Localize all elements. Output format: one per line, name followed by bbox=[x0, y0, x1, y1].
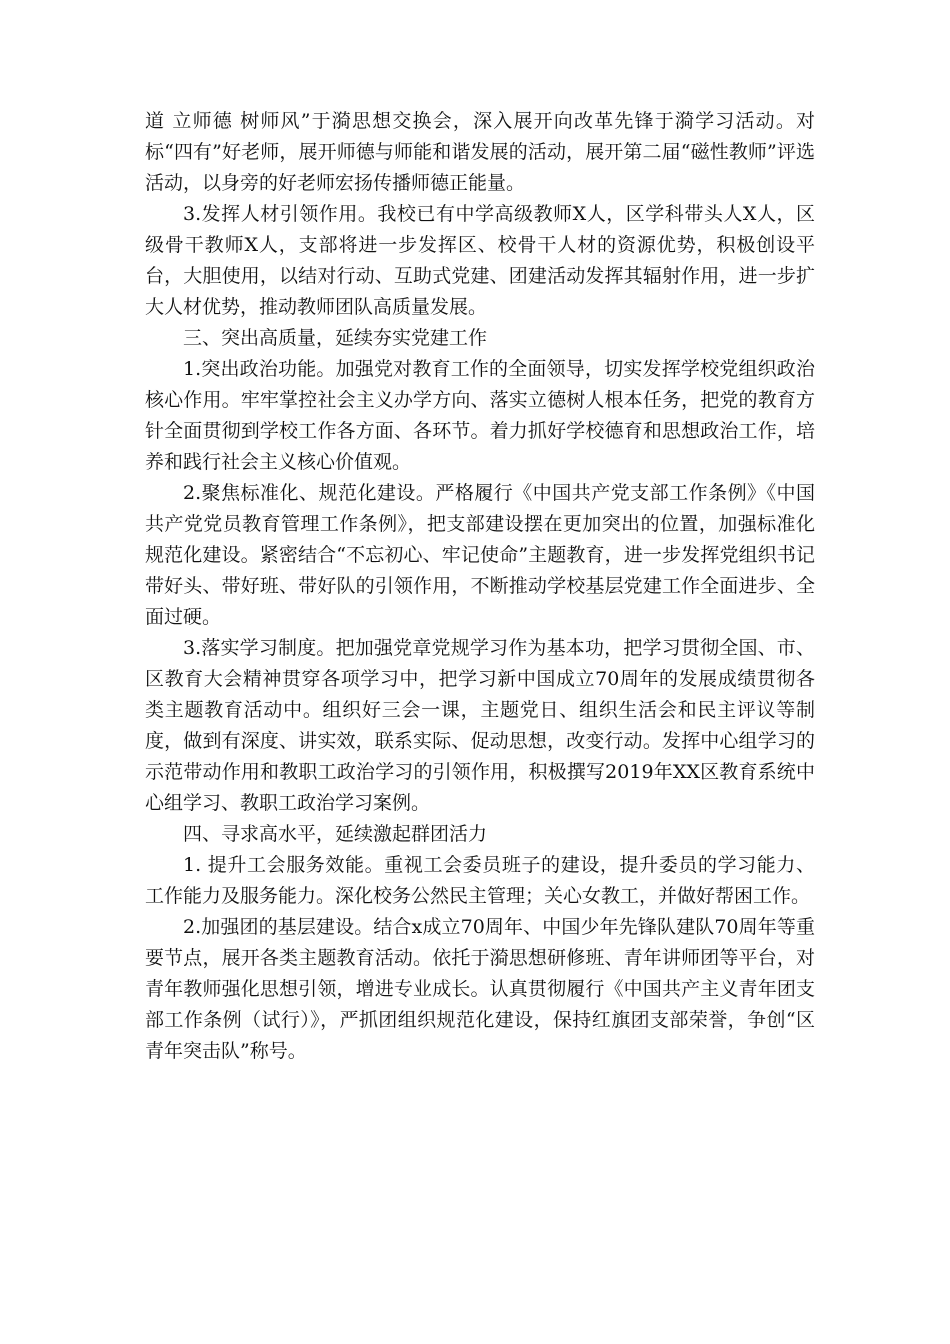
section-heading-4: 四、寻求高水平，延续激起群团活力 bbox=[183, 823, 488, 845]
section-heading-3: 三、突出高质量，延续夯实党建工作 bbox=[183, 327, 488, 349]
paragraph-talent-leading: 3.发挥人材引领作用。我校已有中学高级教师X人，区学科带头人X人，区级骨干教师X人，支部将进一步发挥区、校骨干人材的资源优势，积极创设平台，大胆使用，以结对行动、互助式党建、团建活动发挥其辐射作用，进一步扩大人材优势，推动教师团队高质量发展。 bbox=[145, 203, 815, 318]
paragraph-union-service: 1. 提升工会服务效能。重视工会委员班子的建设，提升委员的学习能力、工作能力及服务能力。深化校务公然民主管理；关心女教工，并做好帮困工作。 bbox=[145, 854, 815, 907]
paragraph-continuation: 道 立师德 树师风”于漪思想交换会，深入展开向改革先锋于漪学习活动。对标“四有”好老师，展开师德与师能和谐发展的活动，展开第二届“磁性教师”评选活动，以身旁的好老师宏扬传播师德正能量。 bbox=[145, 110, 815, 194]
paragraph-league-building: 2.加强团的基层建设。结合x成立70周年、中国少年先锋队建队70周年等重要节点，展开各类主题教育活动。依托于漪思想研修班、青年讲师团等平台，对青年教师强化思想引领，增进专业成长。认真贯彻履行《中国共产主义青年团支部工作条例（试行）》，严抓团组织规范化建设，保持红旗团支部荣誉，争创“区青年突击队”称号。 bbox=[145, 916, 815, 1062]
paragraph-standardization: 2.聚焦标准化、规范化建设。严格履行《中国共产党支部工作条例》《中国共产党党员教育管理工作条例》，把支部建设摆在更加突出的位置，加强标准化规范化建设。紧密结合“不忘初心、牢记使命”主题教育，进一步发挥党组织书记带好头、带好班、带好队的引领作用，不断推动学校基层党建工作全面进步、全面过硬。 bbox=[145, 482, 815, 628]
document-body bbox=[145, 106, 815, 1067]
paragraph-political-function: 1.突出政治功能。加强党对教育工作的全面领导，切实发挥学校党组织政治核心作用。牢牢掌控社会主义办学方向、落实立德树人根本任务，把党的教育方针全面贯彻到学校工作各方面、各环节。着力抓好学校德育和思想政治工作，培养和践行社会主义核心价值观。 bbox=[145, 358, 815, 473]
paragraph-study-system: 3.落实学习制度。把加强党章党规学习作为基本功，把学习贯彻全国、市、区教育大会精神贯穿各项学习中，把学习新中国成立70周年的发展成绩贯彻各类主题教育活动中。组织好三会一课，主题党日、组织生活会和民主评议等制度，做到有深度、讲实效，联系实际、促动思想，改变行动。发挥中心组学习的示范带动作用和教职工政治学习的引领作用，积极撰写2019年XX区教育系统中心组学习、教职工政治学习案例。 bbox=[145, 637, 815, 814]
